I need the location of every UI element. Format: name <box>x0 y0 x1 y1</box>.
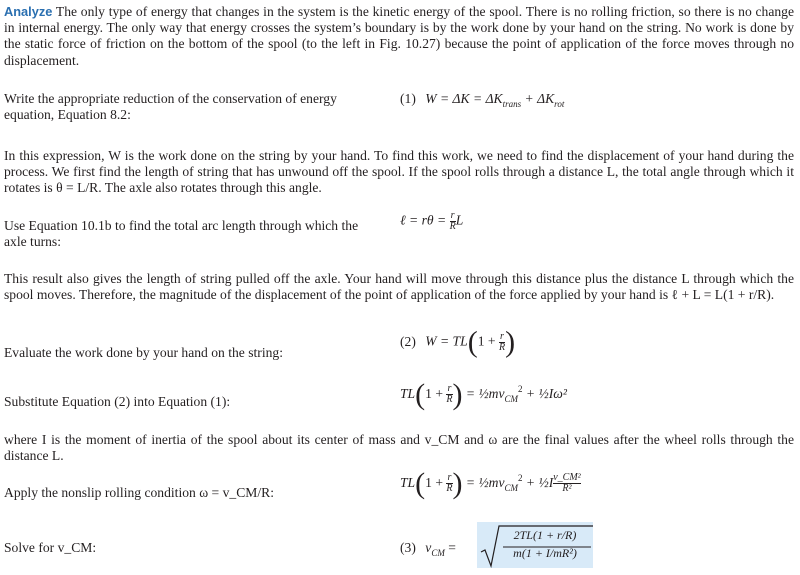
fraction <box>553 473 580 494</box>
fraction-denominator: R <box>498 342 506 353</box>
analyze-paragraph <box>4 4 794 69</box>
subscript: CM <box>431 548 445 558</box>
equation-text: = <box>444 540 456 555</box>
step6-label: Solve for v_CM: <box>4 540 97 555</box>
equation-text: W = ΔK = ΔK <box>425 91 503 106</box>
sqrt-fraction <box>499 528 591 560</box>
equation-substituted <box>400 378 567 411</box>
fraction-numerator: r <box>500 331 504 342</box>
paren-open: ( <box>415 467 426 500</box>
superscript: 2 <box>518 473 523 483</box>
fraction-numerator: v_CM² <box>553 472 581 484</box>
paren-open: ( <box>415 378 426 411</box>
fraction-denominator: m(1 + I/mR²) <box>513 546 577 560</box>
equation-3-prefix <box>400 540 456 561</box>
fraction-denominator: R <box>446 394 453 406</box>
equation-text: ℓ = rθ = <box>400 212 450 228</box>
equation-text: = ½mv <box>462 475 505 490</box>
fraction-numerator: r <box>447 472 452 484</box>
equation-1 <box>400 91 564 112</box>
equation-number: (3) <box>400 540 416 555</box>
paragraph-2: In this expression, W is the work done on the string by your hand. To find this work, we need to find the displacement of your hand during the process. We first find the length of string that has unwound off the spool. If the spool rolls through a distance L, the total angle through which it rotates is θ = L/R. The axle also rotates through this angle. <box>4 148 794 196</box>
fraction-numerator: r <box>450 210 455 221</box>
fraction-denominator: R <box>446 483 453 495</box>
equation-2 <box>400 325 516 359</box>
fraction-numerator: r <box>447 383 452 395</box>
paren-close: ) <box>452 378 463 411</box>
equation-text: + ½Iω² <box>522 386 567 401</box>
subscript: rot <box>554 99 565 109</box>
fraction-denominator: R² <box>553 483 580 494</box>
equation-text: 1 + <box>477 333 499 349</box>
step3-label: Evaluate the work done by your hand on the string: <box>4 345 283 360</box>
equation-nonslip <box>400 467 581 500</box>
equation-text: = ½mv <box>462 386 505 401</box>
equation-text: + ½I <box>522 475 554 490</box>
equation-text: + ΔK <box>521 91 555 106</box>
equation-arc-length <box>400 211 463 232</box>
step2-label: Use Equation 10.1b to find the total arc length through which the axle turns: <box>4 218 359 250</box>
paren-open: ( <box>467 325 478 359</box>
analyze-keyword: Analyze <box>4 4 53 19</box>
equation-number: (2) <box>400 333 416 349</box>
step1-label: Write the appropriate reduction of the conservation of energy equation, Equation 8.2: <box>4 91 337 123</box>
step4-label: Substitute Equation (2) into Equation (1): <box>4 394 231 409</box>
equation-text: v <box>425 540 432 555</box>
analyze-text: The only type of energy that changes in the system is the kinetic energy of the spool. There is no rolling friction, so there is no change in internal energy. The only way that energy crosses the system’s boundary is by the work done by your hand on the string. No work is done by the static force of friction on the bottom of the spool (to the left in Fig. 10.27) because the point of application of the force moves through no displacement. <box>4 4 794 68</box>
step5-label: Apply the nonslip rolling condition ω = v_CM/R: <box>4 485 274 500</box>
subscript: CM <box>504 483 519 493</box>
paren-close: ) <box>452 467 463 500</box>
equation-text: L <box>455 212 464 228</box>
equation-text: 1 + <box>425 475 447 490</box>
subscript: CM <box>504 394 519 404</box>
superscript: 2 <box>518 384 523 394</box>
fraction-numerator: 2TL(1 + r/R) <box>513 528 577 542</box>
equation-text: TL <box>400 386 416 401</box>
subscript: trans <box>502 99 522 109</box>
equation-number: (1) <box>400 91 416 106</box>
equation-text: 1 + <box>425 386 447 401</box>
paragraph-3: This result also gives the length of string pulled off the axle. Your hand will move through this distance plus the distance L through which the spool moves. Therefore, the magnitude of the displacement of the point of application of the force applied by your hand is ℓ + L = L(1 + r/R). <box>4 271 794 303</box>
paragraph-4: where I is the moment of inertia of the spool about its center of mass and v_CM and ω are the final values after the wheel rolls through the distance L. <box>4 432 794 464</box>
paren-close: ) <box>505 325 516 359</box>
equation-text: W = TL <box>425 333 468 349</box>
fraction-denominator: R <box>449 221 456 232</box>
equation-text: TL <box>400 475 416 490</box>
